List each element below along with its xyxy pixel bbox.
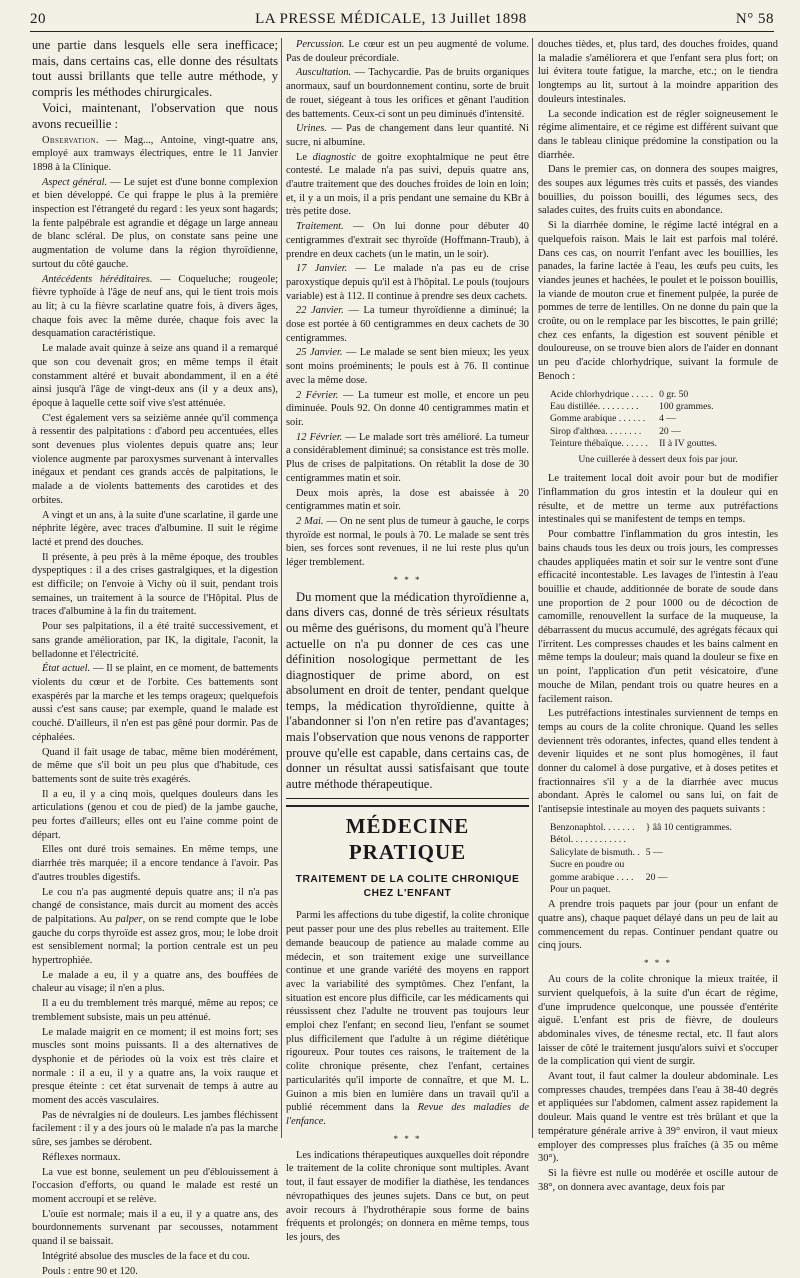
prescription-row: Gomme arabique . . . . . . 4 — [550,413,676,425]
traitement-paragraph: Traitement. — On lui donne pour débuter 40 centigrammes d'extrait sec thyroïde (Hoffmann-Traub), à prendre en deux cachets (un le matin, un le soir). [286,221,529,260]
section-title: MÉDECINE PRATIQUE [345,814,470,865]
prescription-row: Sirop d'althœa. . . . . . . . 20 — [550,425,681,437]
paragraph: A prendre trois paquets par jour (pour un enfant de quatre ans), chaque paquet délayé dans un peu de lait au commencement du repas. Continuer pendant quatre ou cinq jours. [538,899,778,952]
paragraph: Il a eu, il y a cinq mois, quelques douleurs dans les articulations (genou et cou de pied) de la jambe gauche, peu fortes d'ailleurs; elles ont eu l'aine comme point de départ. [32,788,278,841]
paragraph: Au cours de la colite chronique la mieux traitée, il survient quelquefois, à la suite d'un écart de régime, d'une imprudence quelconque, une poussée d'entérite aiguë. L'enfant est pris de fièvre, de douleurs abdominales vives, de ténesme rectal, etc. Il faut alors laisser de côté le traitement jusqu'alors suivi et s'occuper de la complication qui vient de surgir. [538,974,778,1068]
asterism-separator: * * * [393,574,422,585]
asterism-separator: * * * [393,1133,422,1144]
paragraph: C'est également vers sa seizième année qu'il commença à ressentir des palpitations : d'abord peu accentuées, elles sont devenues plus violentes depuis quatre ans; leur violence augmente par paroxysmes survenant à intervalles inégaux et pendant ces grands accès de palpitations, le malade a de violents battements des carotides et des orbites. [32,412,278,506]
prescription-row: Teinture thébaïque. . . . . . II à IV gouttes. [550,438,718,450]
paragraph: une partie dans lesquels elle sera inefficace; mais, dans certains cas, elle donne des résultats tout aussi brillants que telle autre méthode, y compris les méthodes chirurgicales. [32,38,278,99]
urines-paragraph: Urines. — Pas de changement dans leur quantité. Ni sucre, ni albumine. [286,123,529,148]
prescription-row: Sucre en poudre ou [550,859,625,871]
observation-label: Observation. [42,134,99,146]
section-divider-thick [286,805,529,807]
paragraph: A vingt et un ans, à la suite d'une scarlatine, il garde une néphrite légère, avec traces d'albumine. Il suit le régime lacté et prend des douches. [32,509,278,548]
column-left [32,38,279,1277]
prescription-note: Une cuillerée à dessert deux fois par jour. [578,453,738,465]
paragraph: Pouls : entre 90 et 120. [42,1265,138,1277]
paragraph: Le malade a eu, il y a quatre ans, des bouffées de chaleur au visage; il n'en a plus. [32,969,278,995]
observation-paragraph: Observation. — Mag..., Antoine, vingt-quatre ans, employé aux tramways électriques, entre le 11 Janvier 1898 à la Clinique. [32,134,278,173]
entry-22-janvier: 22 Janvier. — La tumeur thyroïdienne a diminué; la dose est portée à 60 centigrammes en deux cachets de 30 centigrammes. [286,305,529,344]
aspect-label: Aspect général. [42,176,108,188]
paragraph: Quand il fait usage de tabac, même bien modérément, de même que s'il boit un peu plus que d'habitude, ces battements sont de suite très exagérés. [32,746,278,785]
paragraph: Le malade maigrit en ce moment; il est moins fort; ses muscles sont moins puissants. Il a des alternatives de dysphonie et de périodes où la voix est très claire et normale : il a eu, il y a quatre ans, la voix rauque et presque éteinte : cet état survenait de temps à autre au moment des accès vasculaires. [32,1026,278,1107]
prescription-paquets [550,822,738,896]
auscultation-paragraph: Auscultation. — Tachycardie. Pas de bruits organiques anormaux, sauf un bourdonnement continu, sorte de bruit de rouet, siégeant à tous les orifices et gênant l'audition des battements. Ceux-ci sont un peu diminués d'intensité. [286,67,529,120]
diagnostic-paragraph: Le diagnostic de goitre exophtalmique ne peut être contesté. Le malade n'a pas suivi, depuis quatre ans, d'autre traitement que des douches froides de loin en loin; et, il y a un mois, il a pris pendant une semaine du KBr à très petite dose. [286,151,529,218]
paragraph: Il présente, à peu près à la même époque, des troubles dyspeptiques : il a des crises gastralgiques, et la digestion est difficile; on l'envoie à Vichy où il suit, pendant trois semaines, un traitement à la source de l'Hôpital. Plus de traces d'albumine à la fin du traitement. [32,551,278,618]
paragraph: La vue est bonne, seulement un peu d'éblouissement à l'occasion d'efforts, ou quand le malade est resté un moment accroupi et se relève. [32,1166,278,1205]
article-paragraph: Les indications thérapeutiques auxquelles doit répondre le traitement de la colite chronique sont multiples. Avant tout, il faut essayer de modifier la diathèse, les tendances névropathiques des jeunes sujets. Dans ce but, on peut avoir recours à l'hydrothérapie sous forme de bains fréquents et prolongés; on donnera en même temps, tous les jours, des [286,1149,529,1243]
prescription-row: Acide chlorhydrique . . . . . 0 gr. 50 [550,388,689,400]
journal-title: LA PRESSE MÉDICALE, 13 Juillet 1898 [255,11,527,27]
paragraph: Si la diarrhée domine, le régime lacté intégral en a quelquefois raison. Mais le lait est parfois mal toléré. Dans ces cas, on nourrit l'enfant avec les bouillies, les panades, la farine lactée à l'eau, les œufs peu cuits, les viandes jeunes et hachées, le poulet et le poisson bouillis, la viande de mouton crue et finement pulpée, la purée de pommes de terre de lentilles. On ne donne du pain que la croûte, ou on le remplace par les biscottes, le pain grillé; chez ces enfants, la digestion est souvent pénible et douloureuse, on se trouve bien alors de l'aider en donnant un peu d'acide chlorhydrique, suivant la formule de Benoch : [538,220,778,382]
antecedents-label: Antécédents héréditaires. [42,273,153,285]
article-title: TRAITEMENT DE LA COLITE CHRONIQUE CHEZ L'ENFANT [295,874,520,900]
entry-25-janvier: 25 Janvier. — Le malade se sent bien mieux; les yeux sont moins proéminents; le pouls est à 76. Il continue avec la même dose. [286,347,530,386]
paragraph: L'ouïe est normale; mais il a eu, il y a quatre ans, des bourdonnements survenant par secousses, notamment quand il se baissait. [32,1208,278,1248]
article-paragraph: Parmi les affections du tube digestif, la colite chronique peut passer pour une des plus rebelles au traitement. Elle demande beaucoup de patience au malade comme au médecin, et son traitement exige une surveillance continue et une grande variété des moyens en rapport avec la variabilité des symptômes. Chez l'enfant, la situation est encore plus difficile, car les médicaments qui réussissent chez l'adulte ne trouvent pas toujours leur emploi chez l'enfant; en second lieu, l'enfant se soumet plus difficilement que l'adulte à un régime diététique rigoureux. Pour toutes ces raisons, le traitement de la colite chronique présente, chez l'enfant, certaines particularités qu'il importe de connaître, et que M. L. Guinon a mis bien en lumière dans un travail qu'il a publié récemment dans la Revue des maladies de l'enfance. [286,910,529,1127]
paragraph: douches tièdes, et, plus tard, des douches froides, quand la maladie s'améliorera et que l'enfant sera plus fort; on lui évitera toute fatigue, la marche, etc.; on le tiendra longtemps au lit, surtout à la moindre apparition des douleurs intestinales. [538,39,778,105]
entry-2-fevrier: 2 Février. — La tumeur est molle, et encore un peu diminuée. Pouls 92. On donne 40 centigrammes matin et soir. [286,389,529,428]
prescription-benoch [550,389,723,451]
paragraph: Le malade avait quinze à seize ans quand il a remarqué que son cou devenait gros; en même temps il était constamment altéré et buvait abondamment, il en a été ainsi jusqu'à l'âge de vingt-deux ans (il y a deux ans), époque à laquelle cette soif vive s'est atténuée. [32,343,278,409]
page-header [30,6,774,32]
column-middle [286,38,530,1243]
paragraph: Les putréfactions intestinales surviennent de temps en temps au cours de la colite chronique. Quand les selles deviennent très odorantes, infectes, quand elles tendent à devenir liquides et ne sont plus homogènes, il faut donner du calomel à dose purgative, et à doses petites et fractionnaires s'il y a de la diarrhée avec mucus abondant. Après le calomel ou sans lui, on fait de l'antisepsie intestinale au moyen des paquets suivants : [538,708,778,816]
etat-label: État actuel. [42,663,91,675]
prescription-row: Bétol. . . . . . . . . . . . [550,834,626,846]
paragraph: Pour ses palpitations, il a été traité successivement, et sans grande amélioration, par IK, la digitale, l'aconit, la belladonne et l'électricité. [32,621,278,660]
paragraph: Voici, maintenant, l'observation que nous avons recueillie : [32,101,278,131]
prescription-row: Salicylate de bismuth. . 5 — [550,846,663,858]
conclusion-paragraph: Du moment que la médication thyroïdienne a, dans divers cas, donné de très sérieux résultats ou même des guérisons, du moment qu'à l'heure actuelle on n'a pu donner de ces cas une définition nosologique permettant de les diagnostiquer de prime abord, on est absolument en droit de tenter, pendant quelque temps, la médication thyroïdienne, quitte à l'abandonner si l'on n'en retire pas d'avantages; mais l'observation que nous venons de rapporter prouve qu'elle est capable, dans certains cas, de donner un résultat aussi satisfaisant que toute autre méthode thérapeutique. [286,589,529,791]
paragraph: Pas de névralgies ni de douleurs. Les jambes fléchissent facilement : il y a des jours où le malade n'a pas la marche sûre, ses jambes se dérobent. [32,1109,278,1149]
percussion-paragraph: Percussion. Le cœur est un peu augmenté de volume. Pas de douleur précordiale. [286,39,529,64]
entry-2-mai: 2 Mai. — On ne sent plus de tumeur à gauche, le corps thyroïde est normal, le pouls à 70. Le malade se sent très bien, ses forces sont revenues, il ne lui reste plus qu'un léger tremblement. [286,515,529,569]
column-right [538,38,778,1193]
entry-17-janvier: 17 Janvier. — Le malade n'a pas eu de crise paroxystique depuis qu'il est à l'hôpital. Le pouls (toujours variable) est à 112. Il continue à prendre ses deux cachets. [286,263,529,302]
paragraph: La seconde indication est de régler soigneusement le régime alimentaire, et ce régime est différent suivant que dans le tableau clinique prédomine la constipation ou la diarrhée. [538,108,778,161]
paragraph: Elles ont duré trois semaines. En même temps, une diarrhée très marquée; il a encore tendance à l'avoir. Pas d'autres troubles digestifs. [32,844,278,883]
palper-paragraph: Le cou n'a pas augmenté depuis quatre ans; il n'a pas changé de consistance, mais durcit au moment des accès de palpitations. Au palper, on se rend compte que le lobe gauche du corps thyroïde est assez gros, mou; le lobe droit est sensiblement normal; la portion centrale est un peu hypertrophiée. [32,886,279,967]
prescription-row: Pour un paquet. [550,883,611,895]
paragraph: Intégrité absolue des muscles de la face et du cou. [42,1250,250,1262]
prescription-row: gomme arabique . . . . 20 — [550,871,668,883]
paragraph: Dans le premier cas, on donnera des soupes maigres, des soupes aux légumes très cuits et passés, des viandes bouillies, du poisson bouilli, des légumes secs, des salades cuites, des fruits cuits en abondance. [538,164,778,217]
paragraph: Il a eu du tremblement très marqué, même au repos; ce tremblement subsiste, mais un peu atténué. [32,998,278,1023]
aspect-paragraph: Aspect général. — Le sujet est d'une bonne complexion et bien développé. Ce qui frappe le plus à la première inspection est l'étrangeté du regard : les yeux sont hagards; la fente palpébrale est agrandie et dégage un large anneau de blanc scléral. De plus, on constate sans peine une augmentation de volume dans la région thyroïdienne, surtout du côté gauche. [32,176,278,270]
etat-paragraph: État actuel. — Il se plaint, en ce moment, de battements violents du cœur et de l'orbite. Ces battements sont exaspérés par la marche et les temps orageux; quelquefois aussi c'est sans cause; par exemple, quand le malade est couché. D'ailleurs, il n'en est pas gêné pour dormir. Pas de céphalées. [32,663,278,743]
paragraph: Deux mois après, la dose est abaissée à 20 centigrammes matin et soir. [286,487,529,513]
column-rule-left [281,38,282,1138]
paragraph: Si la fièvre est nulle ou modérée et oscille autour de 38°, on donnera avec avantage, deux fois par [538,1167,778,1193]
page-number: 20 [30,11,46,27]
paragraph: Pour combattre l'inflammation du gros intestin, les bains chauds tous les deux ou trois jours, les compresses chaudes appliquées matin et soir sur le ventre sont d'une efficacité incontestable. Les lavages de l'intestin à l'eau bouillie et chaude, additionnée de borate de soude dans une proportion de 2 pour 1000 ou de décoction de camomille, renouvellent la surface de la muqueuse, la débarrassent du mucus accumulé, des agrégats fécaux qui l'irritent. Les compresses chaudes et les bains calment en même temps la douleur; mais quand la douleur se fixe en un point, l'application d'un petit vésicatoire, d'une mouche de Milan, pendant trois ou quatre heures en a facilement raison. [538,529,778,705]
paragraph: Avant tout, il faut calmer la douleur abdominale. Les compresses chaudes, trempées dans l'eau à 38-40 degrés et appliquées sur l'abdomen, calment assez rapidement la douleur. Mais quand le ventre est très brûlant et que la température générale arrive à 39° environ, il vaut mieux employer des compresses plus fraîches (à 35 ou même 30°). [538,1071,778,1165]
prescription-row: Benzonaphtol. . . . . . . } ââ 10 centigrammes. [550,821,732,833]
entry-12-fevrier: 12 Février. — Le malade sort très amélioré. La tumeur a considérablement diminué; sa consistance est très molle. Plus de crises de palpitations. On rétablit la dose de 30 centigrammes matin et soir. [286,431,529,484]
antecedents-paragraph: Antécédents héréditaires. — Coqueluche; rougeole; fièvre typhoïde à l'âge de neuf ans, qui le tient trois mois au lit; à cu la fièvre scarlatine quatre fois, à divers âges, chaque fois avec la même durée, chaque fois avec la desquamation caractéristique. [32,273,278,340]
column-rule-right [532,38,533,1138]
prescription-row: Eau distillée. . . . . . . . . 100 grammes. [550,400,714,412]
section-divider [286,798,529,799]
paragraph: Le traitement local doit avoir pour but de modifier l'inflammation du gros intestin et la douleur qui en résulte, et de mettre un terme aux putréfactions intestinales qui se manifestent de temps en temps. [538,473,778,526]
paragraph: Réflexes normaux. [42,1151,121,1163]
asterism-separator: * * * [644,958,672,969]
issue-number: N° 58 [735,11,774,27]
